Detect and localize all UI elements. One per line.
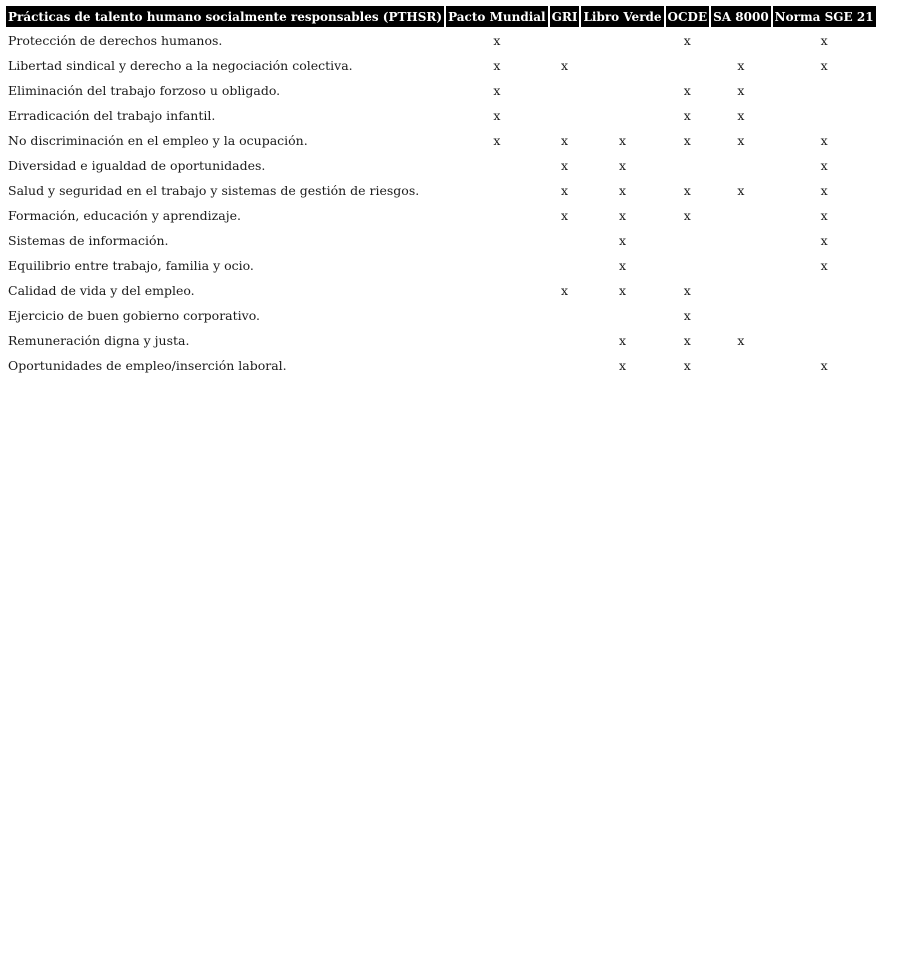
column-header-ocde: OCDE <box>666 6 710 27</box>
mark-cell-norma-sge-21: x <box>820 258 828 273</box>
table-row <box>6 304 876 327</box>
practice-cell: Calidad de vida y del empleo. <box>8 283 195 298</box>
mark-cell-libro-verde: x <box>618 183 627 198</box>
mark-cell-gri <box>550 104 580 127</box>
mark-cell-libro-verde <box>581 29 663 52</box>
table-row <box>6 54 876 77</box>
table-body <box>6 29 876 377</box>
column-header-pacto-mundial: Pacto Mundial <box>446 6 548 27</box>
mark-cell-ocde: x <box>683 208 691 223</box>
practice-cell: Ejercicio de buen gobierno corporativo. <box>8 308 260 323</box>
mark-cell-ocde <box>666 54 710 77</box>
mark-cell-norma-sge-21: x <box>820 133 828 148</box>
practice-cell: Salud y seguridad en el trabajo y sistemas de gestión de riesgos. <box>8 183 420 198</box>
table-row <box>6 254 876 277</box>
mark-cell-norma-sge-21: x <box>820 33 828 48</box>
table-row <box>6 154 876 177</box>
mark-cell-pacto-mundial <box>446 254 548 277</box>
mark-cell-pacto-mundial: x <box>493 133 501 148</box>
mark-cell-gri: x <box>561 58 569 73</box>
practice-cell: Sistemas de información. <box>8 233 169 248</box>
mark-cell-sa-8000 <box>711 279 771 302</box>
table-header <box>6 6 876 27</box>
mark-cell-libro-verde: x <box>618 233 627 248</box>
mark-cell-gri <box>550 354 580 377</box>
practice-cell: Equilibrio entre trabajo, familia y ocio. <box>8 258 254 273</box>
mark-cell-ocde: x <box>683 33 691 48</box>
mark-cell-libro-verde: x <box>618 258 627 273</box>
mark-cell-norma-sge-21 <box>773 79 876 102</box>
mark-cell-sa-8000: x <box>737 183 745 198</box>
mark-cell-libro-verde: x <box>618 158 627 173</box>
standards-comparison-table <box>4 4 878 379</box>
mark-cell-libro-verde <box>581 79 663 102</box>
column-header-practice: Prácticas de talento humano socialmente responsables (PTHSR) <box>6 6 444 27</box>
mark-cell-norma-sge-21: x <box>820 358 828 373</box>
mark-cell-gri: x <box>561 133 569 148</box>
mark-cell-libro-verde: x <box>618 358 627 373</box>
mark-cell-norma-sge-21: x <box>820 233 828 248</box>
mark-cell-ocde: x <box>683 333 691 348</box>
mark-cell-gri <box>550 254 580 277</box>
mark-cell-libro-verde: x <box>618 333 627 348</box>
practice-cell: Libertad sindical y derecho a la negociación colectiva. <box>8 58 353 73</box>
mark-cell-libro-verde <box>581 304 663 327</box>
column-header-norma-sge-21: Norma SGE 21 <box>773 6 876 27</box>
mark-cell-ocde: x <box>683 83 691 98</box>
mark-cell-libro-verde <box>581 54 663 77</box>
mark-cell-pacto-mundial: x <box>493 33 501 48</box>
mark-cell-pacto-mundial: x <box>493 108 501 123</box>
mark-cell-ocde: x <box>683 358 691 373</box>
practice-cell: Protección de derechos humanos. <box>8 33 223 48</box>
table-row <box>6 129 876 152</box>
column-header-gri: GRI <box>550 6 580 27</box>
mark-cell-libro-verde <box>581 104 663 127</box>
mark-cell-libro-verde: x <box>618 208 627 223</box>
mark-cell-sa-8000: x <box>737 333 745 348</box>
practice-cell: Remuneración digna y justa. <box>8 333 190 348</box>
mark-cell-sa-8000: x <box>737 83 745 98</box>
mark-cell-gri: x <box>561 283 569 298</box>
table-row <box>6 279 876 302</box>
mark-cell-norma-sge-21 <box>773 304 876 327</box>
table-row <box>6 104 876 127</box>
mark-cell-pacto-mundial: x <box>493 58 501 73</box>
mark-cell-norma-sge-21 <box>773 279 876 302</box>
mark-cell-pacto-mundial <box>446 279 548 302</box>
mark-cell-sa-8000 <box>711 204 771 227</box>
mark-cell-ocde: x <box>683 283 691 298</box>
table-row <box>6 354 876 377</box>
mark-cell-gri <box>550 79 580 102</box>
mark-cell-sa-8000 <box>711 29 771 52</box>
mark-cell-sa-8000 <box>711 254 771 277</box>
mark-cell-sa-8000: x <box>737 58 745 73</box>
mark-cell-sa-8000 <box>711 354 771 377</box>
table-row <box>6 79 876 102</box>
mark-cell-norma-sge-21 <box>773 104 876 127</box>
mark-cell-pacto-mundial <box>446 229 548 252</box>
table-row <box>6 329 876 352</box>
mark-cell-gri: x <box>561 183 569 198</box>
mark-cell-ocde <box>666 154 710 177</box>
mark-cell-pacto-mundial <box>446 354 548 377</box>
mark-cell-norma-sge-21: x <box>820 58 828 73</box>
mark-cell-gri <box>550 229 580 252</box>
table-row <box>6 179 876 202</box>
mark-cell-pacto-mundial: x <box>493 83 501 98</box>
mark-cell-pacto-mundial <box>446 304 548 327</box>
mark-cell-pacto-mundial <box>446 179 548 202</box>
mark-cell-ocde <box>666 254 710 277</box>
column-header-sa-8000: SA 8000 <box>711 6 771 27</box>
mark-cell-pacto-mundial <box>446 204 548 227</box>
practice-cell: Eliminación del trabajo forzoso u obligado. <box>8 83 281 98</box>
mark-cell-gri: x <box>561 208 569 223</box>
mark-cell-ocde <box>666 229 710 252</box>
practice-cell: Oportunidades de empleo/inserción laboral. <box>8 358 287 373</box>
mark-cell-libro-verde: x <box>618 133 627 148</box>
practice-cell: No discriminación en el empleo y la ocupación. <box>8 133 308 148</box>
mark-cell-pacto-mundial <box>446 154 548 177</box>
mark-cell-norma-sge-21: x <box>820 183 828 198</box>
table-row <box>6 229 876 252</box>
mark-cell-sa-8000 <box>711 229 771 252</box>
table-row <box>6 204 876 227</box>
practice-cell: Diversidad e igualdad de oportunidades. <box>8 158 266 173</box>
practice-cell: Formación, educación y aprendizaje. <box>8 208 241 223</box>
mark-cell-pacto-mundial <box>446 329 548 352</box>
mark-cell-ocde: x <box>683 133 691 148</box>
mark-cell-gri <box>550 329 580 352</box>
mark-cell-gri: x <box>561 158 569 173</box>
mark-cell-ocde: x <box>683 183 691 198</box>
mark-cell-ocde: x <box>683 108 691 123</box>
header-row <box>6 6 876 27</box>
table-row <box>6 29 876 52</box>
mark-cell-sa-8000: x <box>737 108 745 123</box>
mark-cell-norma-sge-21 <box>773 329 876 352</box>
mark-cell-gri <box>550 29 580 52</box>
mark-cell-norma-sge-21: x <box>820 158 828 173</box>
mark-cell-sa-8000 <box>711 304 771 327</box>
mark-cell-ocde: x <box>683 308 691 323</box>
column-header-libro-verde: Libro Verde <box>581 6 663 27</box>
practice-cell: Erradicación del trabajo infantil. <box>8 108 216 123</box>
mark-cell-libro-verde: x <box>618 283 627 298</box>
mark-cell-norma-sge-21: x <box>820 208 828 223</box>
mark-cell-sa-8000: x <box>737 133 745 148</box>
mark-cell-sa-8000 <box>711 154 771 177</box>
mark-cell-gri <box>550 304 580 327</box>
